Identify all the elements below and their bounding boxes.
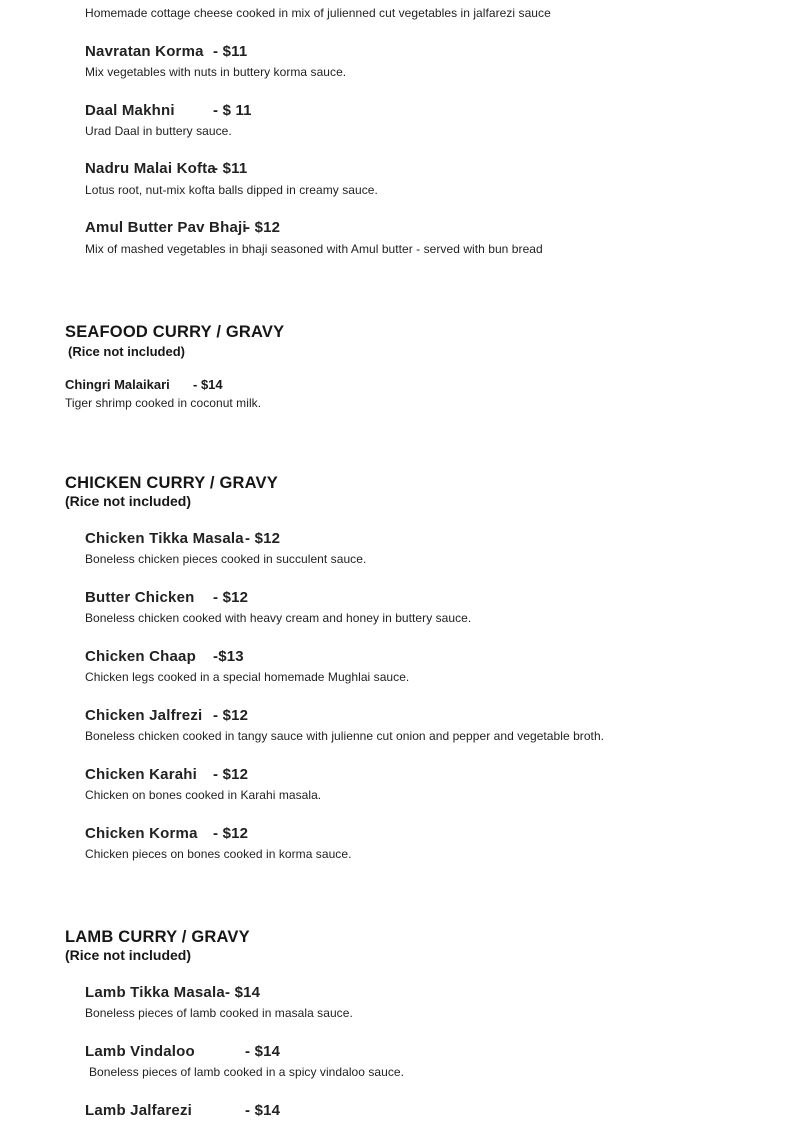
menu-item-name: Amul Butter Pav Bhaji [85, 219, 247, 236]
item-description: Chicken pieces on bones cooked in korma sauce. [85, 847, 352, 861]
section-subtitle: (Rice not included) [65, 493, 191, 509]
menu-item-name: Butter Chicken [85, 589, 195, 606]
menu-item-price: - $12 [213, 825, 249, 842]
section-subtitle: (Rice not included) [68, 344, 185, 359]
menu-item-price: - $14 [225, 984, 261, 1001]
menu-item-price: - $11 [213, 160, 248, 177]
menu-item-name: Daal Makhni [85, 102, 175, 119]
menu-item-name: Navratan Korma [85, 43, 204, 60]
item-description: Homemade cottage cheese cooked in mix of julienned cut vegetables in jalfarezi sauce [85, 6, 551, 20]
section-title-chicken: CHICKEN CURRY / GRAVY [65, 474, 278, 492]
menu-item-price: - $12 [213, 766, 249, 783]
section-subtitle: (Rice not included) [65, 947, 191, 963]
menu-item-name: Chicken Jalfrezi [85, 707, 203, 724]
menu-item-price: - $14 [193, 377, 223, 392]
item-description: Boneless pieces of lamb cooked in masala sauce. [85, 1006, 353, 1020]
menu-item-price: - $12 [245, 530, 281, 547]
section-title-lamb: LAMB CURRY / GRAVY [65, 928, 250, 946]
item-description: Mix of mashed vegetables in bhaji seasoned with Amul butter - served with bun bread [85, 242, 543, 256]
item-description: Tiger shrimp cooked in coconut milk. [65, 396, 262, 410]
menu-item-name: Lamb Jalfarezi [85, 1102, 193, 1119]
menu-item-price: - $12 [245, 219, 281, 236]
item-description: Urad Daal in buttery sauce. [85, 124, 232, 138]
menu-item-name: Chingri Malaikari [65, 377, 170, 392]
item-description: Mix vegetables with nuts in buttery korma sauce. [85, 65, 347, 79]
menu-item-price: - $ 11 [213, 102, 252, 119]
menu-item-name: Lamb Vindaloo [85, 1043, 195, 1060]
menu-item-name: Lamb Tikka Masala [85, 984, 225, 1001]
menu-item-price: - $12 [213, 589, 249, 606]
menu-item-name: Chicken Korma [85, 825, 198, 842]
menu-item-price: - $14 [245, 1043, 281, 1060]
item-description: Boneless chicken cooked with heavy cream and honey in buttery sauce. [85, 611, 472, 625]
menu-item-name: Chicken Karahi [85, 766, 198, 783]
menu-item-price: -$13 [213, 648, 244, 665]
menu-item-name: Nadru Malai Kofta [85, 160, 216, 177]
item-description: Chicken legs cooked in a special homemade Mughlai sauce. [85, 670, 410, 684]
item-description: Boneless pieces of lamb cooked in a spicy vindaloo sauce. [89, 1065, 405, 1079]
menu-item-price: - $12 [213, 707, 249, 724]
item-description: Chicken on bones cooked in Karahi masala. [85, 788, 322, 802]
item-description: Boneless chicken pieces cooked in succulent sauce. [85, 552, 367, 566]
section-title-seafood: SEAFOOD CURRY / GRAVY [65, 323, 285, 341]
item-description: Lotus root, nut-mix kofta balls dipped in creamy sauce. [85, 183, 378, 197]
item-description: Boneless chicken cooked in tangy sauce with julienne cut onion and pepper and vegetable broth. [85, 729, 605, 743]
menu-item-name: Chicken Chaap [85, 648, 196, 665]
menu-item-price: - $14 [245, 1102, 281, 1119]
menu-item-price: - $11 [213, 43, 248, 60]
menu-item-name: Chicken Tikka Masala [85, 530, 244, 547]
